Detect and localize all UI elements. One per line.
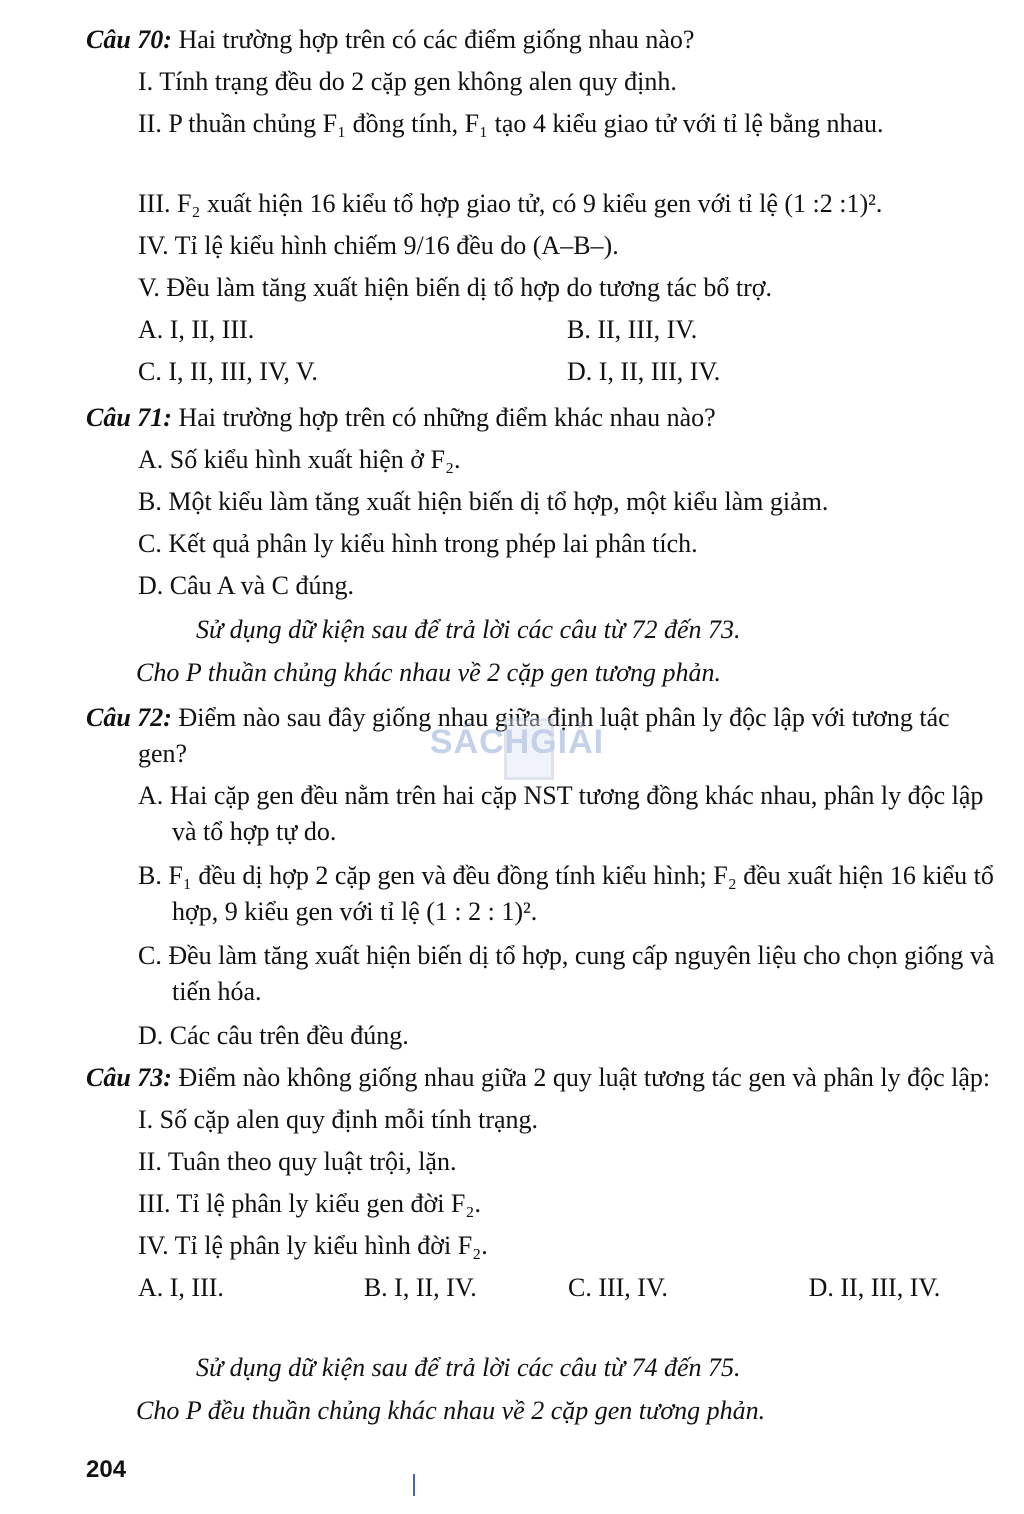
statement-item: I. Số cặp alen quy định mỗi tính trạng. (138, 1105, 539, 1134)
answer-option-c: C. Kết quả phân ly kiểu hình trong phép lai phân tích. (138, 529, 698, 558)
answer-option-b: B. I, II, IV. (363, 1273, 477, 1302)
question-73 (86, 1060, 996, 1312)
watermark-text: SÁCHGIẢI (429, 723, 605, 761)
answer-option-a: A. Hai cặp gen đều nằm trên hai cặp NST tương đồng khác nhau, phân ly độc lập và tổ hợp tự do. (138, 781, 984, 846)
instruction-note: Cho P thuần chủng khác nhau về 2 cặp gen tương phản. (136, 658, 722, 687)
question-label: Câu 72: (86, 703, 172, 732)
question-71-stem-line (86, 400, 996, 436)
statement-item: IV. Tỉ lệ phân ly kiểu hình đời F₂. (138, 1231, 488, 1260)
answer-option-a: A. I, III. (138, 1273, 224, 1302)
statement-item: II. P thuần chủng F₁ đồng tính, F₁ tạo 4 kiểu giao tử với tỉ lệ bằng nhau. (138, 109, 884, 138)
answer-options-row (138, 312, 996, 354)
question-label: Câu 70: (86, 25, 172, 54)
answer-options-row (138, 354, 996, 396)
watermark-logo (412, 718, 622, 782)
answer-option-a: A. I, II, III. (138, 315, 255, 344)
answer-option-b: B. Một kiểu làm tăng xuất hiện biến dị tổ hợp, một kiểu làm giảm. (138, 487, 829, 516)
question-stem: Điểm nào sau đây giống nhau giữa định luật phân ly độc lập với tương tác gen? (138, 703, 950, 768)
answer-option-d: D. I, II, III, IV. (567, 357, 721, 386)
question-stem: Hai trường hợp trên có những điểm khác nhau nào? (178, 403, 716, 432)
statement-item: I. Tính trạng đều do 2 cặp gen không alen quy định. (138, 67, 677, 96)
instruction-note: Cho P đều thuần chủng khác nhau về 2 cặp gen tương phản. (136, 1396, 766, 1425)
question-70 (86, 22, 996, 396)
page-number: 204 (86, 1456, 127, 1483)
answer-option-c: C. Đều làm tăng xuất hiện biến dị tổ hợp, cung cấp nguyên liệu cho chọn giống và tiến hóa. (138, 941, 995, 1006)
statement-item: II. Tuân theo quy luật trội, lặn. (138, 1147, 457, 1176)
question-71 (86, 400, 996, 610)
statement-item: III. Tỉ lệ phân ly kiểu gen đời F₂. (138, 1189, 481, 1218)
scan-mark (413, 1474, 415, 1496)
question-stem: Điểm nào không giống nhau giữa 2 quy luật tương tác gen và phân ly độc lập: (178, 1063, 991, 1092)
answer-option-d: D. Câu A và C đúng. (138, 571, 354, 600)
instruction-note: Sử dụng dữ kiện sau để trả lời các câu từ 74 đến 75. (196, 1353, 741, 1382)
answer-option-c: C. III, IV. (567, 1273, 668, 1302)
answer-option-a: A. Số kiểu hình xuất hiện ở F₂. (138, 445, 461, 474)
question-70-stem-line (86, 22, 996, 58)
statement-item: IV. Tỉ lệ kiểu hình chiếm 9/16 đều do (A–B–). (138, 231, 619, 260)
question-label: Câu 71: (86, 403, 172, 432)
answer-option-d: D. Các câu trên đều đúng. (138, 1021, 409, 1050)
question-label: Câu 73: (86, 1063, 172, 1092)
question-stem: Hai trường hợp trên có các điểm giống nhau nào? (178, 25, 695, 54)
answer-option-c: C. I, II, III, IV, V. (138, 357, 318, 386)
answer-options-row (138, 1270, 996, 1312)
answer-option-b: B. II, III, IV. (567, 315, 698, 344)
answer-option-b: B. F₁ đều dị hợp 2 cặp gen và đều đồng tính kiểu hình; F₂ đều xuất hiện 16 kiểu tổ hợp, 9 kiểu gen với tỉ lệ (1 : 2 : 1)². (138, 861, 994, 926)
question-73-stem-line (86, 1060, 996, 1096)
statement-item: III. F₂ xuất hiện 16 kiểu tổ hợp giao tử, có 9 kiểu gen với tỉ lệ (1 :2 :1)². (138, 189, 883, 218)
answer-option-d: D. II, III, IV. (808, 1273, 941, 1302)
statement-item: V. Đều làm tăng xuất hiện biến dị tổ hợp do tương tác bổ trợ. (138, 273, 772, 302)
instruction-note: Sử dụng dữ kiện sau để trả lời các câu từ 72 đến 73. (196, 615, 741, 644)
